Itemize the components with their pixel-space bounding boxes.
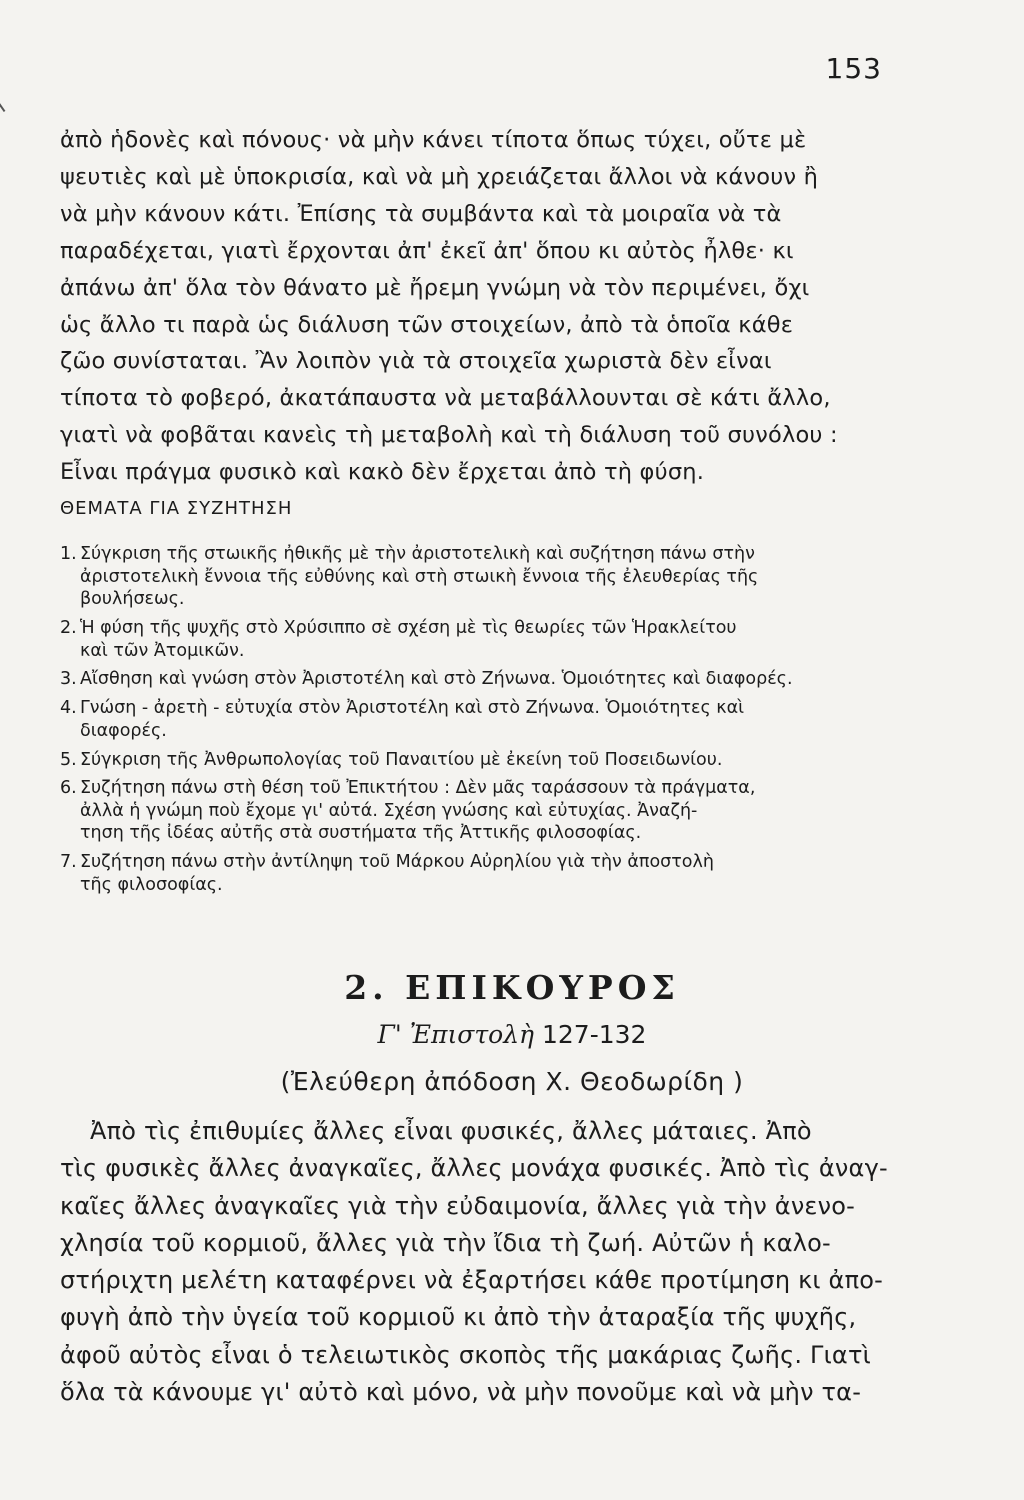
text-line: νὰ μὴν κάνουν κάτι. Ἐπίσης τὰ συμβάντα καὶ τὰ μοιραῖα νὰ τὰ — [60, 200, 782, 227]
text-line: παραδέχεται, γιατὶ ἔρχονται ἀπ' ἐκεῖ ἀπ' ὅπου κι αὐτὸς ἦλθε· κι — [60, 237, 794, 264]
list-item — [60, 749, 890, 772]
list-item — [60, 697, 890, 742]
discussion-topics-list — [60, 543, 890, 903]
text-line: καῖες ἄλλες ἀναγκαῖες γιὰ τὴν εὐδαιμονία, ἄλλες γιὰ τὴν ἀνενο- — [60, 1191, 855, 1220]
letter-reference — [0, 1020, 1024, 1049]
item-line: Αἴσθηση καὶ γνώση στὸν Ἀριστοτέλη καὶ στὸ Ζήνωνα. Ὁμοιότητες καὶ διαφορές. — [80, 669, 793, 690]
item-line: τηση τῆς ἰδέας αὐτῆς στὰ συστήματα τῆς Ἀττικῆς φιλοσοφίας. — [80, 823, 642, 844]
page-number: 153 — [825, 52, 882, 85]
text-line: ψευτιὲς καὶ μὲ ὑποκρισία, καὶ νὰ μὴ χρειάζεται ἄλλοι νὰ κάνουν ἢ — [60, 163, 819, 190]
item-number: 4. — [60, 698, 77, 719]
text-line: φυγὴ ἀπὸ τὴν ὑγεία τοῦ κορμιοῦ κι ἀπὸ τὴν ἀταραξία τῆς ψυχῆς, — [60, 1303, 857, 1332]
chapter-title: 2. ΕΠΙΚΟΥΡΟΣ — [344, 968, 680, 1007]
item-line: Σύγκριση τῆς Ἀνθρωπολογίας τοῦ Παναιτίου μὲ ἐκείνη τοῦ Ποσειδωνίου. — [80, 749, 723, 770]
item-line: διαφορές. — [80, 720, 167, 741]
epicurus-paragraph — [60, 1113, 886, 1411]
text-line: χλησία τοῦ κορμιοῦ, ἄλλες γιὰ τὴν ἴδια τὴ ζωή. Αὐτῶν ἡ καλο- — [60, 1228, 831, 1257]
item-number: 6. — [60, 778, 77, 799]
text-line: τὶς φυσικὲς ἄλλες ἀναγκαῖες, ἄλλες μονάχα φυσικές. Ἀπὸ τὶς ἀναγ- — [60, 1154, 888, 1183]
paragraph-continuation — [60, 122, 882, 491]
list-item — [60, 668, 890, 691]
text-line: γιατὶ νὰ φοβᾶται κανεὶς τὴ μεταβολὴ καὶ τὴ διάλυση τοῦ συνόλου : — [60, 422, 838, 449]
text-line: στήριχτη μελέτη καταφέρνει νὰ ἐξαρτήσει κάθε προτίμηση κι ἀπο- — [60, 1266, 883, 1295]
letter-reference-title: Γ' Ἐπιστολὴ — [377, 1020, 535, 1049]
translation-note: (Ἐλεύθερη ἀπόδοση Χ. Θεοδωρίδη ) — [280, 1067, 744, 1096]
item-line: Συζήτηση πάνω στὴ θέση τοῦ Ἐπικτήτου : Δὲν μᾶς ταράσσουν τὰ πράγματα, — [80, 778, 756, 799]
text-line: ὡς ἄλλο τι παρὰ ὡς διάλυση τῶν στοιχείων, ἀπὸ τὰ ὁποῖα κάθε — [60, 311, 794, 338]
item-line: καὶ τῶν Ἀτομικῶν. — [80, 640, 245, 661]
text-line: Ἀπὸ τὶς ἐπιθυμίες ἄλλες εἶναι φυσικές, ἄλλες μάταιες. Ἀπὸ — [90, 1117, 812, 1145]
text-line: τίποτα τὸ φοβερό, ἀκατάπαυστα νὰ μεταβάλλουνται σὲ κάτι ἄλλο, — [60, 385, 831, 412]
item-line: Γνώση - ἀρετὴ - εὐτυχία στὸν Ἀριστοτέλη καὶ στὸ Ζήνωνα. Ὁμοιότητες καὶ — [80, 698, 745, 719]
text-line: ἀπὸ ἡδονὲς καὶ πόνους· νὰ μὴν κάνει τίποτα ὅπως τύχει, οὔτε μὲ — [60, 127, 807, 153]
text-line: ζῶο συνίσταται. Ἂν λοιπὸν γιὰ τὰ στοιχεῖα χωριστὰ δὲν εἶναι — [60, 348, 772, 375]
scan-mark — [0, 98, 12, 112]
item-line: Ἡ φύση τῆς ψυχῆς στὸ Χρύσιππο σὲ σχέση μὲ τὶς θεωρίες τῶν Ἡρακλείτου — [80, 617, 737, 638]
item-line: ἀλλὰ ἡ γνώμη ποὺ ἔχομε γι' αὐτά. Σχέση γνώσης καὶ εὐτυχίας. Ἀναζή- — [80, 800, 698, 821]
item-line: τῆς φιλοσοφίας. — [80, 874, 223, 895]
item-line: βουλήσεως. — [80, 589, 185, 610]
list-item — [60, 617, 890, 662]
item-line: Συζήτηση πάνω στὴν ἀντίληψη τοῦ Μάρκου Αὐρηλίου γιὰ τὴν ἀποστολὴ — [80, 852, 714, 873]
list-item — [60, 543, 890, 611]
item-number: 3. — [60, 669, 77, 690]
discussion-topics-heading: ΘΕΜΑΤΑ ΓΙΑ ΣΥΖΗΤΗΣΗ — [60, 498, 293, 519]
item-line: ἀριστοτελικὴ ἔννοια τῆς εὐθύνης καὶ στὴ στωικὴ ἔννοια τῆς ἐλευθερίας τῆς — [80, 566, 759, 587]
list-item — [60, 777, 890, 845]
text-line: ὅλα τὰ κάνουμε γι' αὐτὸ καὶ μόνο, νὰ μὴν πονοῦμε καὶ νὰ μὴν τα- — [60, 1378, 862, 1407]
text-line: ἀφοῦ αὐτὸς εἶναι ὁ τελειωτικὸς σκοπὸς τῆς μακάριας ζωῆς. Γιατὶ — [60, 1340, 871, 1369]
letter-reference-numbers: 127-132 — [541, 1020, 647, 1049]
item-line: Σύγκριση τῆς στωικῆς ἠθικῆς μὲ τὴν ἀριστοτελικὴ καὶ συζήτηση πάνω στὴν — [80, 544, 755, 564]
item-number: 7. — [60, 852, 77, 873]
item-number: 5. — [60, 749, 77, 770]
text-line: ἀπάνω ἀπ' ὅλα τὸν θάνατο μὲ ἤρεμη γνώμη νὰ τὸν περιμένει, ὄχι — [60, 274, 810, 301]
item-number: 1. — [60, 544, 77, 564]
item-number: 2. — [60, 617, 77, 638]
text-line: Εἶναι πράγμα φυσικὸ καὶ κακὸ δὲν ἔρχεται ἀπὸ τὴ φύση. — [60, 459, 705, 486]
list-item — [60, 851, 890, 896]
